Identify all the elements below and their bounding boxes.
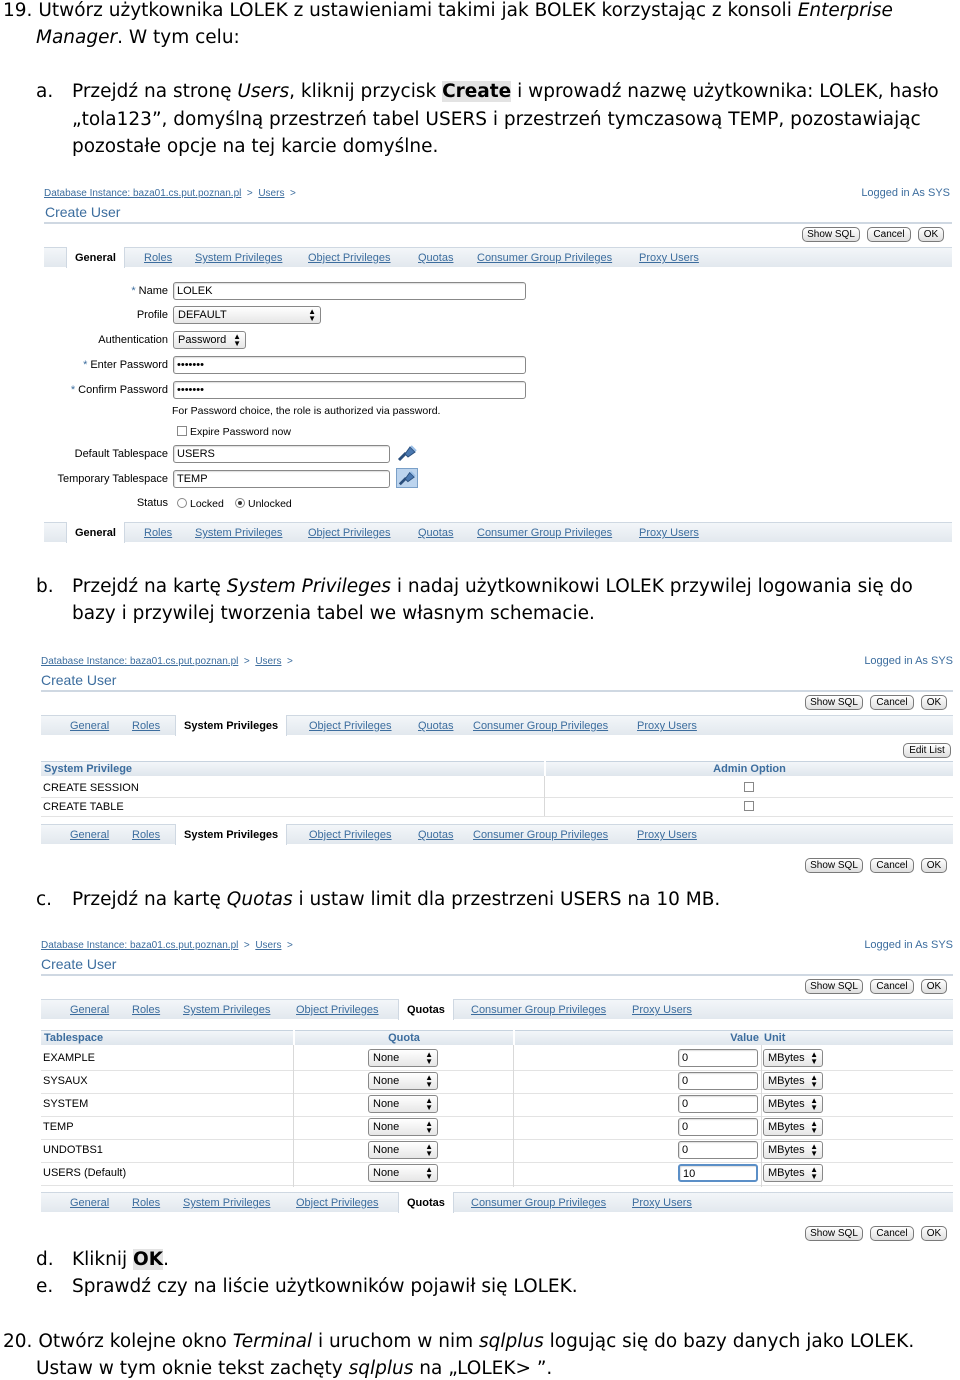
tablespace-cell: EXAMPLE bbox=[43, 1052, 95, 1064]
tab-system-privileges[interactable]: System Privileges bbox=[175, 715, 287, 736]
task-number: 19. bbox=[3, 0, 33, 21]
tab-proxy-users[interactable]: Proxy Users bbox=[632, 1004, 692, 1016]
tablespace-cell: UNDOTBS1 bbox=[43, 1144, 103, 1156]
tab-quotas[interactable]: Quotas bbox=[398, 1192, 454, 1213]
privilege-cell: CREATE SESSION bbox=[43, 782, 139, 794]
tab-proxy-users[interactable]: Proxy Users bbox=[639, 527, 699, 539]
step-e-line: Sprawdź czy na liście użytkowników pojawił się LOLEK. bbox=[72, 1276, 578, 1297]
unit-select[interactable] bbox=[763, 1049, 823, 1067]
col-divider bbox=[513, 1045, 514, 1187]
tablespace-cell: USERS (Default) bbox=[43, 1167, 127, 1179]
admin-option-checkbox[interactable] bbox=[744, 801, 754, 811]
breadcrumb bbox=[44, 188, 296, 199]
show-sql-button[interactable]: Show SQL bbox=[805, 1226, 863, 1241]
step-c-line1 bbox=[72, 886, 720, 913]
step-d-text2: . bbox=[163, 1249, 169, 1270]
step-a-line3: pozostałe opcje na tej karcie domyślne. bbox=[72, 136, 439, 157]
stepper-icon: ▲ ▼ bbox=[425, 1165, 433, 1181]
temporary-tablespace-input[interactable]: TEMP bbox=[173, 470, 390, 488]
task19-text2: . W tym celu: bbox=[117, 27, 240, 48]
quota-select-value: None bbox=[373, 1075, 400, 1087]
breadcrumb-sep: > bbox=[287, 940, 293, 951]
title-divider bbox=[41, 690, 953, 692]
step-d-line bbox=[72, 1246, 169, 1273]
task19-em: Enterprise bbox=[797, 0, 893, 21]
breadcrumb bbox=[41, 656, 293, 667]
tab-general[interactable]: General bbox=[70, 829, 110, 841]
breadcrumb-users-link[interactable]: Users bbox=[255, 940, 282, 951]
stepper-icon: ▲ ▼ bbox=[810, 1073, 818, 1089]
breadcrumb-users-link[interactable]: Users bbox=[255, 656, 282, 667]
tab-proxy-users[interactable]: Proxy Users bbox=[639, 252, 699, 264]
tab-system-privileges[interactable]: System Privileges bbox=[183, 1197, 271, 1209]
tab-consumer-group-privileges[interactable]: Consumer Group Privileges bbox=[473, 720, 609, 732]
tab-roles[interactable]: Roles bbox=[144, 252, 173, 264]
password-note: For Password choice, the role is authorized via password. bbox=[172, 405, 441, 417]
tab-roles[interactable]: Roles bbox=[132, 1197, 161, 1209]
col-value[interactable]: Value bbox=[515, 1030, 761, 1045]
cancel-button[interactable]: Cancel bbox=[867, 227, 911, 242]
quota-value-input[interactable]: 10 bbox=[678, 1164, 758, 1182]
unit-select-value: MBytes bbox=[768, 1144, 805, 1156]
tab-general[interactable]: General bbox=[66, 247, 125, 268]
tab-consumer-group-privileges[interactable]: Consumer Group Privileges bbox=[471, 1197, 607, 1209]
step-d-label: d. bbox=[36, 1249, 54, 1270]
step-b-line2: bazy i przywilej tworzenia tabel we własnym schemacie. bbox=[72, 603, 595, 624]
col-quota[interactable]: Quota bbox=[295, 1030, 513, 1045]
tab-bar-bottom bbox=[41, 824, 953, 844]
row-divider bbox=[41, 797, 953, 798]
tab-roles[interactable]: Roles bbox=[132, 720, 161, 732]
show-sql-button[interactable]: Show SQL bbox=[805, 979, 863, 994]
unit-select-value: MBytes bbox=[768, 1098, 805, 1110]
task19-text: Utwórz użytkownika LOLEK z ustawieniami takimi jak BOLEK korzystając z konsoli bbox=[38, 0, 798, 21]
temporary-tablespace-label: Temporary Tablespace bbox=[57, 473, 168, 485]
tab-system-privileges[interactable]: System Privileges bbox=[195, 527, 283, 539]
expire-password-label: Expire Password now bbox=[190, 426, 291, 438]
stepper-icon: ▲ ▼ bbox=[810, 1165, 818, 1181]
step-a-label: a. bbox=[36, 81, 54, 102]
ok-highlight: OK bbox=[133, 1249, 164, 1270]
name-input[interactable]: LOLEK bbox=[173, 282, 526, 300]
row-divider bbox=[41, 1185, 953, 1186]
breadcrumb-sep: > bbox=[290, 188, 296, 199]
status-unlocked-radio[interactable] bbox=[235, 498, 245, 508]
profile-select[interactable] bbox=[173, 306, 321, 324]
authentication-select[interactable] bbox=[173, 331, 246, 349]
status-locked-radio[interactable] bbox=[177, 498, 187, 508]
cancel-button[interactable]: Cancel bbox=[870, 695, 914, 710]
tab-object-privileges[interactable]: Object Privileges bbox=[309, 720, 392, 732]
task20-em3: sqlplus bbox=[348, 1358, 414, 1379]
step-c-text2: i ustaw limit dla przestrzeni USERS na 10 MB. bbox=[292, 889, 721, 910]
show-sql-button[interactable]: Show SQL bbox=[805, 695, 863, 710]
logged-in-label: Logged in As SYS bbox=[861, 187, 950, 199]
step-b-text: Przejdź na kartę bbox=[72, 576, 227, 597]
tab-object-privileges[interactable]: Object Privileges bbox=[296, 1004, 379, 1016]
unit-select[interactable] bbox=[763, 1095, 823, 1113]
tab-quotas[interactable]: Quotas bbox=[418, 252, 454, 264]
quota-select[interactable] bbox=[368, 1141, 438, 1159]
cancel-button[interactable]: Cancel bbox=[870, 979, 914, 994]
breadcrumb-db-link[interactable]: Database Instance: baza01.cs.put.poznan.pl bbox=[41, 940, 239, 951]
create-highlight: Create bbox=[442, 81, 512, 102]
tab-quotas[interactable]: Quotas bbox=[418, 720, 454, 732]
quota-select[interactable] bbox=[368, 1072, 438, 1090]
step-e-label: e. bbox=[36, 1276, 54, 1297]
unit-select[interactable] bbox=[763, 1072, 823, 1090]
required-mark: * bbox=[70, 384, 76, 396]
flashlight-search-icon[interactable] bbox=[396, 468, 418, 488]
em-quotas-panel bbox=[41, 937, 953, 1245]
logged-in-label: Logged in As SYS bbox=[864, 939, 953, 951]
tab-bar-bottom bbox=[44, 522, 952, 542]
stepper-icon: ▲ ▼ bbox=[810, 1096, 818, 1112]
step-c-em: Quotas bbox=[226, 889, 293, 910]
em-sysprivs-panel bbox=[41, 653, 953, 875]
ok-button[interactable]: OK bbox=[921, 858, 947, 873]
quota-value-input[interactable]: 0 bbox=[678, 1072, 758, 1090]
unit-select-value: MBytes bbox=[768, 1167, 805, 1179]
tab-bar-bottom bbox=[41, 1192, 953, 1212]
row-divider bbox=[41, 1162, 953, 1163]
status-label: Status bbox=[136, 497, 168, 509]
tab-bar bbox=[44, 247, 952, 267]
task19-em2: Manager bbox=[36, 27, 118, 48]
unit-select[interactable] bbox=[763, 1164, 823, 1182]
ok-button[interactable]: OK bbox=[918, 227, 944, 242]
quota-select[interactable] bbox=[368, 1118, 438, 1136]
tab-quotas[interactable]: Quotas bbox=[398, 999, 454, 1020]
tab-roles[interactable]: Roles bbox=[132, 829, 161, 841]
task20-em2: sqlplus bbox=[479, 1331, 544, 1352]
name-label bbox=[131, 285, 168, 297]
task20-text4: Ustaw w tym oknie tekst zachęty bbox=[36, 1358, 349, 1379]
tablespace-cell: SYSTEM bbox=[43, 1098, 89, 1110]
default-tablespace-label: Default Tablespace bbox=[74, 448, 168, 460]
page-title: Create User bbox=[45, 204, 121, 220]
authentication-label: Authentication bbox=[98, 334, 168, 346]
quota-value-input[interactable]: 0 bbox=[678, 1118, 758, 1136]
stepper-icon: ▲ ▼ bbox=[308, 307, 316, 323]
tab-object-privileges[interactable]: Object Privileges bbox=[296, 1197, 379, 1209]
step-a-line2: „tola123”, domyślną przestrzeń tabel USERS i przestrzeń tymczasową TEMP, pozostawiając bbox=[72, 109, 921, 130]
step-a-text2: , kliknij przycisk bbox=[289, 81, 443, 102]
tab-quotas[interactable]: Quotas bbox=[418, 527, 454, 539]
show-sql-button[interactable]: Show SQL bbox=[802, 227, 860, 242]
step-b-label: b. bbox=[36, 576, 54, 597]
col-unit[interactable]: Unit bbox=[761, 1030, 953, 1045]
stepper-icon: ▲ ▼ bbox=[425, 1096, 433, 1112]
task20-em: Terminal bbox=[232, 1331, 313, 1352]
step-a-text3: i wprowadź nazwę użytkownika: LOLEK, hasło bbox=[511, 81, 939, 102]
admin-option-checkbox[interactable] bbox=[744, 782, 754, 792]
tablespace-cell: TEMP bbox=[43, 1121, 74, 1133]
breadcrumb-db-link[interactable]: Database Instance: baza01.cs.put.poznan.pl bbox=[44, 188, 242, 199]
task20-text3: logując się do bazy danych jako LOLEK. bbox=[543, 1331, 915, 1352]
task20-text2: i uruchom w nim bbox=[312, 1331, 479, 1352]
page-title: Create User bbox=[41, 672, 117, 688]
tab-quotas[interactable]: Quotas bbox=[418, 829, 454, 841]
step-b-em: System Privileges bbox=[226, 576, 391, 597]
step-a-line1 bbox=[72, 78, 939, 105]
col-admin-option[interactable]: Admin Option bbox=[546, 761, 953, 776]
row-divider bbox=[41, 1093, 953, 1094]
row-divider bbox=[41, 1116, 953, 1117]
tab-consumer-group-privileges[interactable]: Consumer Group Privileges bbox=[471, 1004, 607, 1016]
step-a-em: Users bbox=[237, 81, 290, 102]
step-c-label: c. bbox=[36, 889, 53, 910]
profile-label: Profile bbox=[136, 309, 168, 321]
col-divider bbox=[544, 776, 545, 816]
tab-roles[interactable]: Roles bbox=[144, 527, 173, 539]
tab-bar bbox=[41, 999, 953, 1019]
quota-select[interactable] bbox=[368, 1164, 438, 1182]
task19-line2 bbox=[36, 24, 240, 51]
edit-list-button[interactable]: Edit List bbox=[903, 743, 951, 758]
step-b-line1 bbox=[72, 573, 913, 600]
breadcrumb-sep: > bbox=[243, 940, 250, 951]
quota-select[interactable] bbox=[368, 1049, 438, 1067]
ok-button[interactable]: OK bbox=[921, 1226, 947, 1241]
tab-consumer-group-privileges[interactable]: Consumer Group Privileges bbox=[477, 527, 613, 539]
default-tablespace-input[interactable]: USERS bbox=[173, 445, 390, 463]
tab-roles[interactable]: Roles bbox=[132, 1004, 161, 1016]
tab-consumer-group-privileges[interactable]: Consumer Group Privileges bbox=[473, 829, 609, 841]
unit-select-value: MBytes bbox=[768, 1075, 805, 1087]
flashlight-search-icon[interactable] bbox=[396, 443, 418, 463]
quota-select-value: None bbox=[373, 1098, 400, 1110]
stepper-icon: ▲ ▼ bbox=[425, 1050, 433, 1066]
tablespace-cell: SYSAUX bbox=[43, 1075, 88, 1087]
enter-password-label bbox=[83, 359, 168, 371]
quota-select-value: None bbox=[373, 1144, 400, 1156]
breadcrumb-sep: > bbox=[246, 188, 253, 199]
tab-system-privileges[interactable]: System Privileges bbox=[183, 1004, 271, 1016]
ok-button[interactable]: OK bbox=[921, 695, 947, 710]
title-divider bbox=[41, 974, 953, 976]
page-title: Create User bbox=[41, 956, 117, 972]
stepper-icon: ▲ ▼ bbox=[425, 1119, 433, 1135]
col-divider bbox=[293, 1045, 294, 1187]
tab-system-privileges[interactable]: System Privileges bbox=[175, 824, 287, 845]
col-system-privilege[interactable]: System Privilege bbox=[41, 761, 544, 776]
unit-select[interactable] bbox=[763, 1141, 823, 1159]
tab-system-privileges[interactable]: System Privileges bbox=[195, 252, 283, 264]
task20-text: Otwórz kolejne okno bbox=[38, 1331, 233, 1352]
privilege-cell: CREATE TABLE bbox=[43, 801, 124, 813]
tab-proxy-users[interactable]: Proxy Users bbox=[637, 720, 697, 732]
breadcrumb-users-link[interactable]: Users bbox=[258, 188, 285, 199]
cancel-button[interactable]: Cancel bbox=[870, 1226, 914, 1241]
enter-password-label-text: Enter Password bbox=[90, 359, 168, 371]
task20-text5: na „LOLEK> ”. bbox=[413, 1358, 553, 1379]
tab-proxy-users[interactable]: Proxy Users bbox=[632, 1197, 692, 1209]
stepper-icon: ▲ ▼ bbox=[810, 1142, 818, 1158]
profile-select-value: DEFAULT bbox=[178, 309, 227, 321]
unit-select-value: MBytes bbox=[768, 1121, 805, 1133]
row-divider bbox=[41, 1070, 953, 1071]
required-mark: * bbox=[131, 285, 136, 297]
step-b-text2: i nadaj użytkownikowi LOLEK przywilej logowania się do bbox=[390, 576, 913, 597]
expire-password-checkbox[interactable] bbox=[177, 426, 187, 436]
tab-general[interactable]: General bbox=[66, 522, 125, 543]
em-general-panel bbox=[44, 185, 952, 545]
name-label-text: Name bbox=[138, 285, 168, 297]
tab-object-privileges[interactable]: Object Privileges bbox=[308, 252, 391, 264]
tab-consumer-group-privileges[interactable]: Consumer Group Privileges bbox=[477, 252, 613, 264]
tab-object-privileges[interactable]: Object Privileges bbox=[309, 829, 392, 841]
row-divider bbox=[41, 1139, 953, 1140]
tab-proxy-users[interactable]: Proxy Users bbox=[637, 829, 697, 841]
col-tablespace[interactable]: Tablespace bbox=[41, 1030, 293, 1045]
quota-value-input[interactable]: 0 bbox=[678, 1095, 758, 1113]
breadcrumb bbox=[41, 940, 293, 951]
stepper-icon: ▲ ▼ bbox=[810, 1050, 818, 1066]
tab-general[interactable]: General bbox=[70, 720, 110, 732]
required-mark: * bbox=[83, 359, 88, 371]
tab-bar bbox=[41, 715, 953, 735]
stepper-icon: ▲ ▼ bbox=[810, 1119, 818, 1135]
quota-select-value: None bbox=[373, 1167, 400, 1179]
confirm-password-input[interactable]: ••••••• bbox=[173, 381, 526, 399]
show-sql-button[interactable]: Show SQL bbox=[805, 858, 863, 873]
row-divider bbox=[41, 816, 953, 817]
unit-select-value: MBytes bbox=[768, 1052, 805, 1064]
col-divider bbox=[761, 1045, 762, 1187]
status-locked-label: Locked bbox=[190, 498, 224, 510]
ok-button[interactable]: OK bbox=[921, 979, 947, 994]
status-unlocked-label: Unlocked bbox=[248, 498, 292, 510]
breadcrumb-sep: > bbox=[287, 656, 293, 667]
step-d-text: Kliknij bbox=[72, 1249, 134, 1270]
quota-select-value: None bbox=[373, 1052, 400, 1064]
quota-value-input[interactable]: 0 bbox=[678, 1141, 758, 1159]
confirm-password-label-text: Confirm Password bbox=[78, 384, 168, 396]
stepper-icon: ▲ ▼ bbox=[425, 1073, 433, 1089]
task20-line1 bbox=[3, 1328, 914, 1355]
confirm-password-label bbox=[71, 384, 168, 396]
logged-in-label: Logged in As SYS bbox=[864, 655, 953, 667]
title-divider bbox=[44, 222, 952, 224]
step-c-text: Przejdź na kartę bbox=[72, 889, 227, 910]
breadcrumb-sep: > bbox=[243, 656, 250, 667]
quota-select-value: None bbox=[373, 1121, 400, 1133]
task20-line2 bbox=[36, 1355, 552, 1380]
tab-object-privileges[interactable]: Object Privileges bbox=[308, 527, 391, 539]
cancel-button[interactable]: Cancel bbox=[870, 858, 914, 873]
quota-select[interactable] bbox=[368, 1095, 438, 1113]
step-a-text: Przejdź na stronę bbox=[72, 81, 238, 102]
stepper-icon: ▲ ▼ bbox=[425, 1142, 433, 1158]
task19-heading bbox=[3, 0, 893, 24]
stepper-icon: ▲ ▼ bbox=[233, 332, 241, 348]
authentication-select-value: Password bbox=[178, 334, 227, 346]
tab-general[interactable]: General bbox=[70, 1004, 110, 1016]
tab-general[interactable]: General bbox=[70, 1197, 110, 1209]
unit-select[interactable] bbox=[763, 1118, 823, 1136]
task-number: 20. bbox=[3, 1331, 33, 1352]
quota-value-input[interactable]: 0 bbox=[678, 1049, 758, 1067]
breadcrumb-db-link[interactable]: Database Instance: baza01.cs.put.poznan.pl bbox=[41, 656, 239, 667]
enter-password-input[interactable]: ••••••• bbox=[173, 356, 526, 374]
